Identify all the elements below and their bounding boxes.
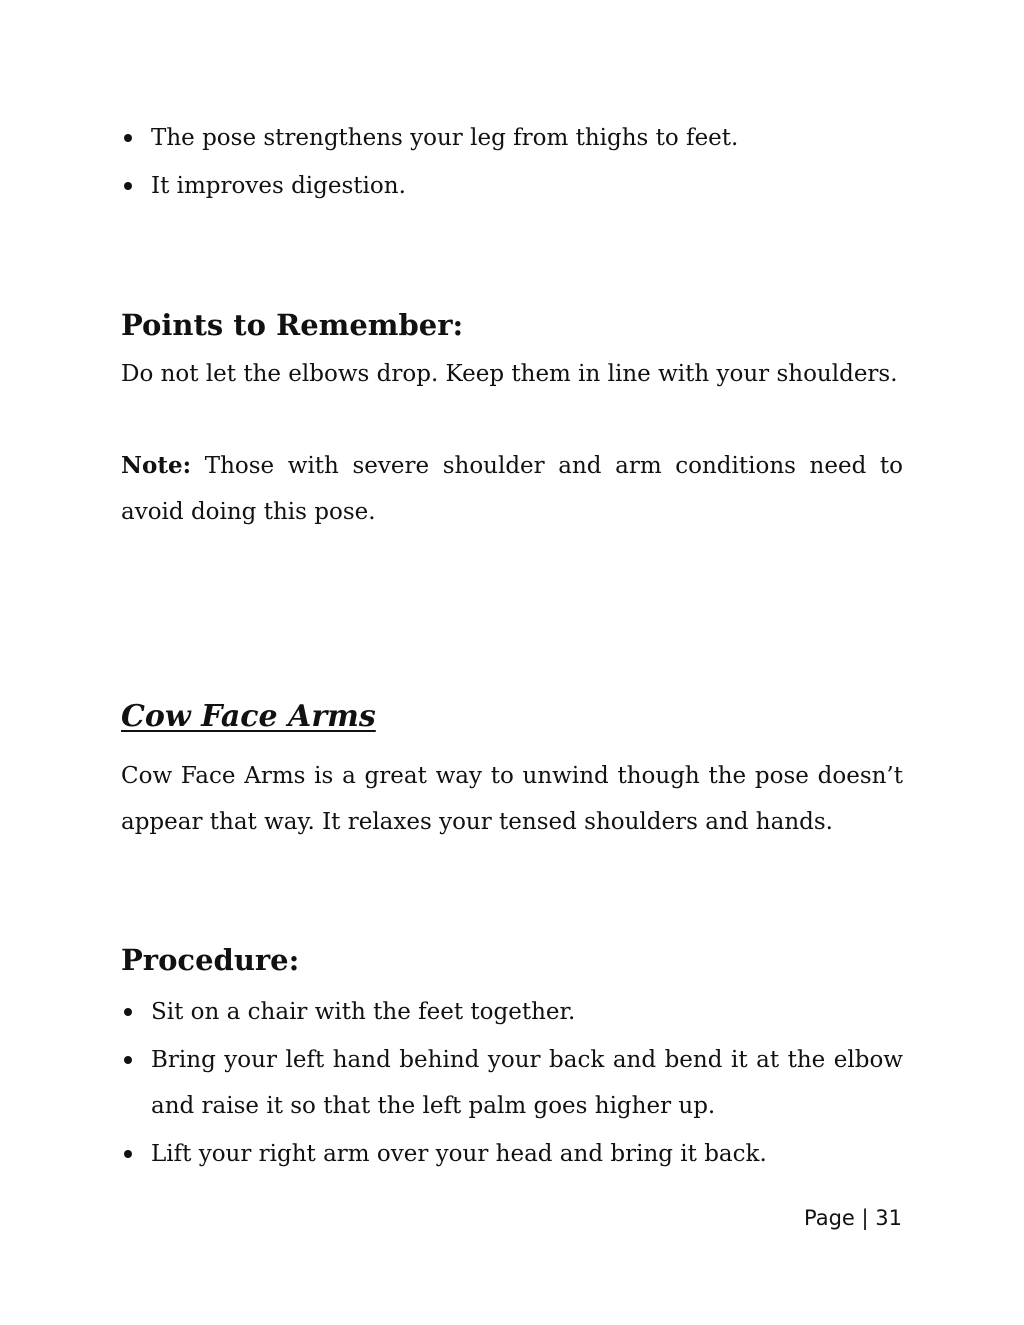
list-item: Sit on a chair with the feet together. <box>121 989 903 1035</box>
list-item: Lift your right arm over your head and bring it back. <box>121 1131 903 1177</box>
benefits-list <box>121 115 903 211</box>
note-label: Note: <box>121 452 192 479</box>
list-item: The pose strengthens your leg from thighs to feet. <box>121 115 903 161</box>
note-text: Those with severe shoulder and arm conditions need to avoid doing this pose. <box>121 453 903 525</box>
section-title: Cow Face Arms <box>121 699 376 734</box>
section-intro: Cow Face Arms is a great way to unwind though the pose doesn’t appear that way. It relaxes your tensed shoulders and hands. <box>121 763 903 835</box>
list-item: Bring your left hand behind your back and bend it at the elbow and raise it so that the left palm goes higher up. <box>121 1037 903 1129</box>
list-item: It improves digestion. <box>121 163 903 209</box>
page-number: Page | 31 <box>804 1206 902 1230</box>
procedure-heading: Procedure: <box>121 943 300 977</box>
procedure-list <box>121 989 903 1179</box>
points-heading: Points to Remember: <box>121 308 464 342</box>
note-paragraph <box>121 443 903 535</box>
points-text: Do not let the elbows drop. Keep them in line with your shoulders. <box>121 361 898 387</box>
